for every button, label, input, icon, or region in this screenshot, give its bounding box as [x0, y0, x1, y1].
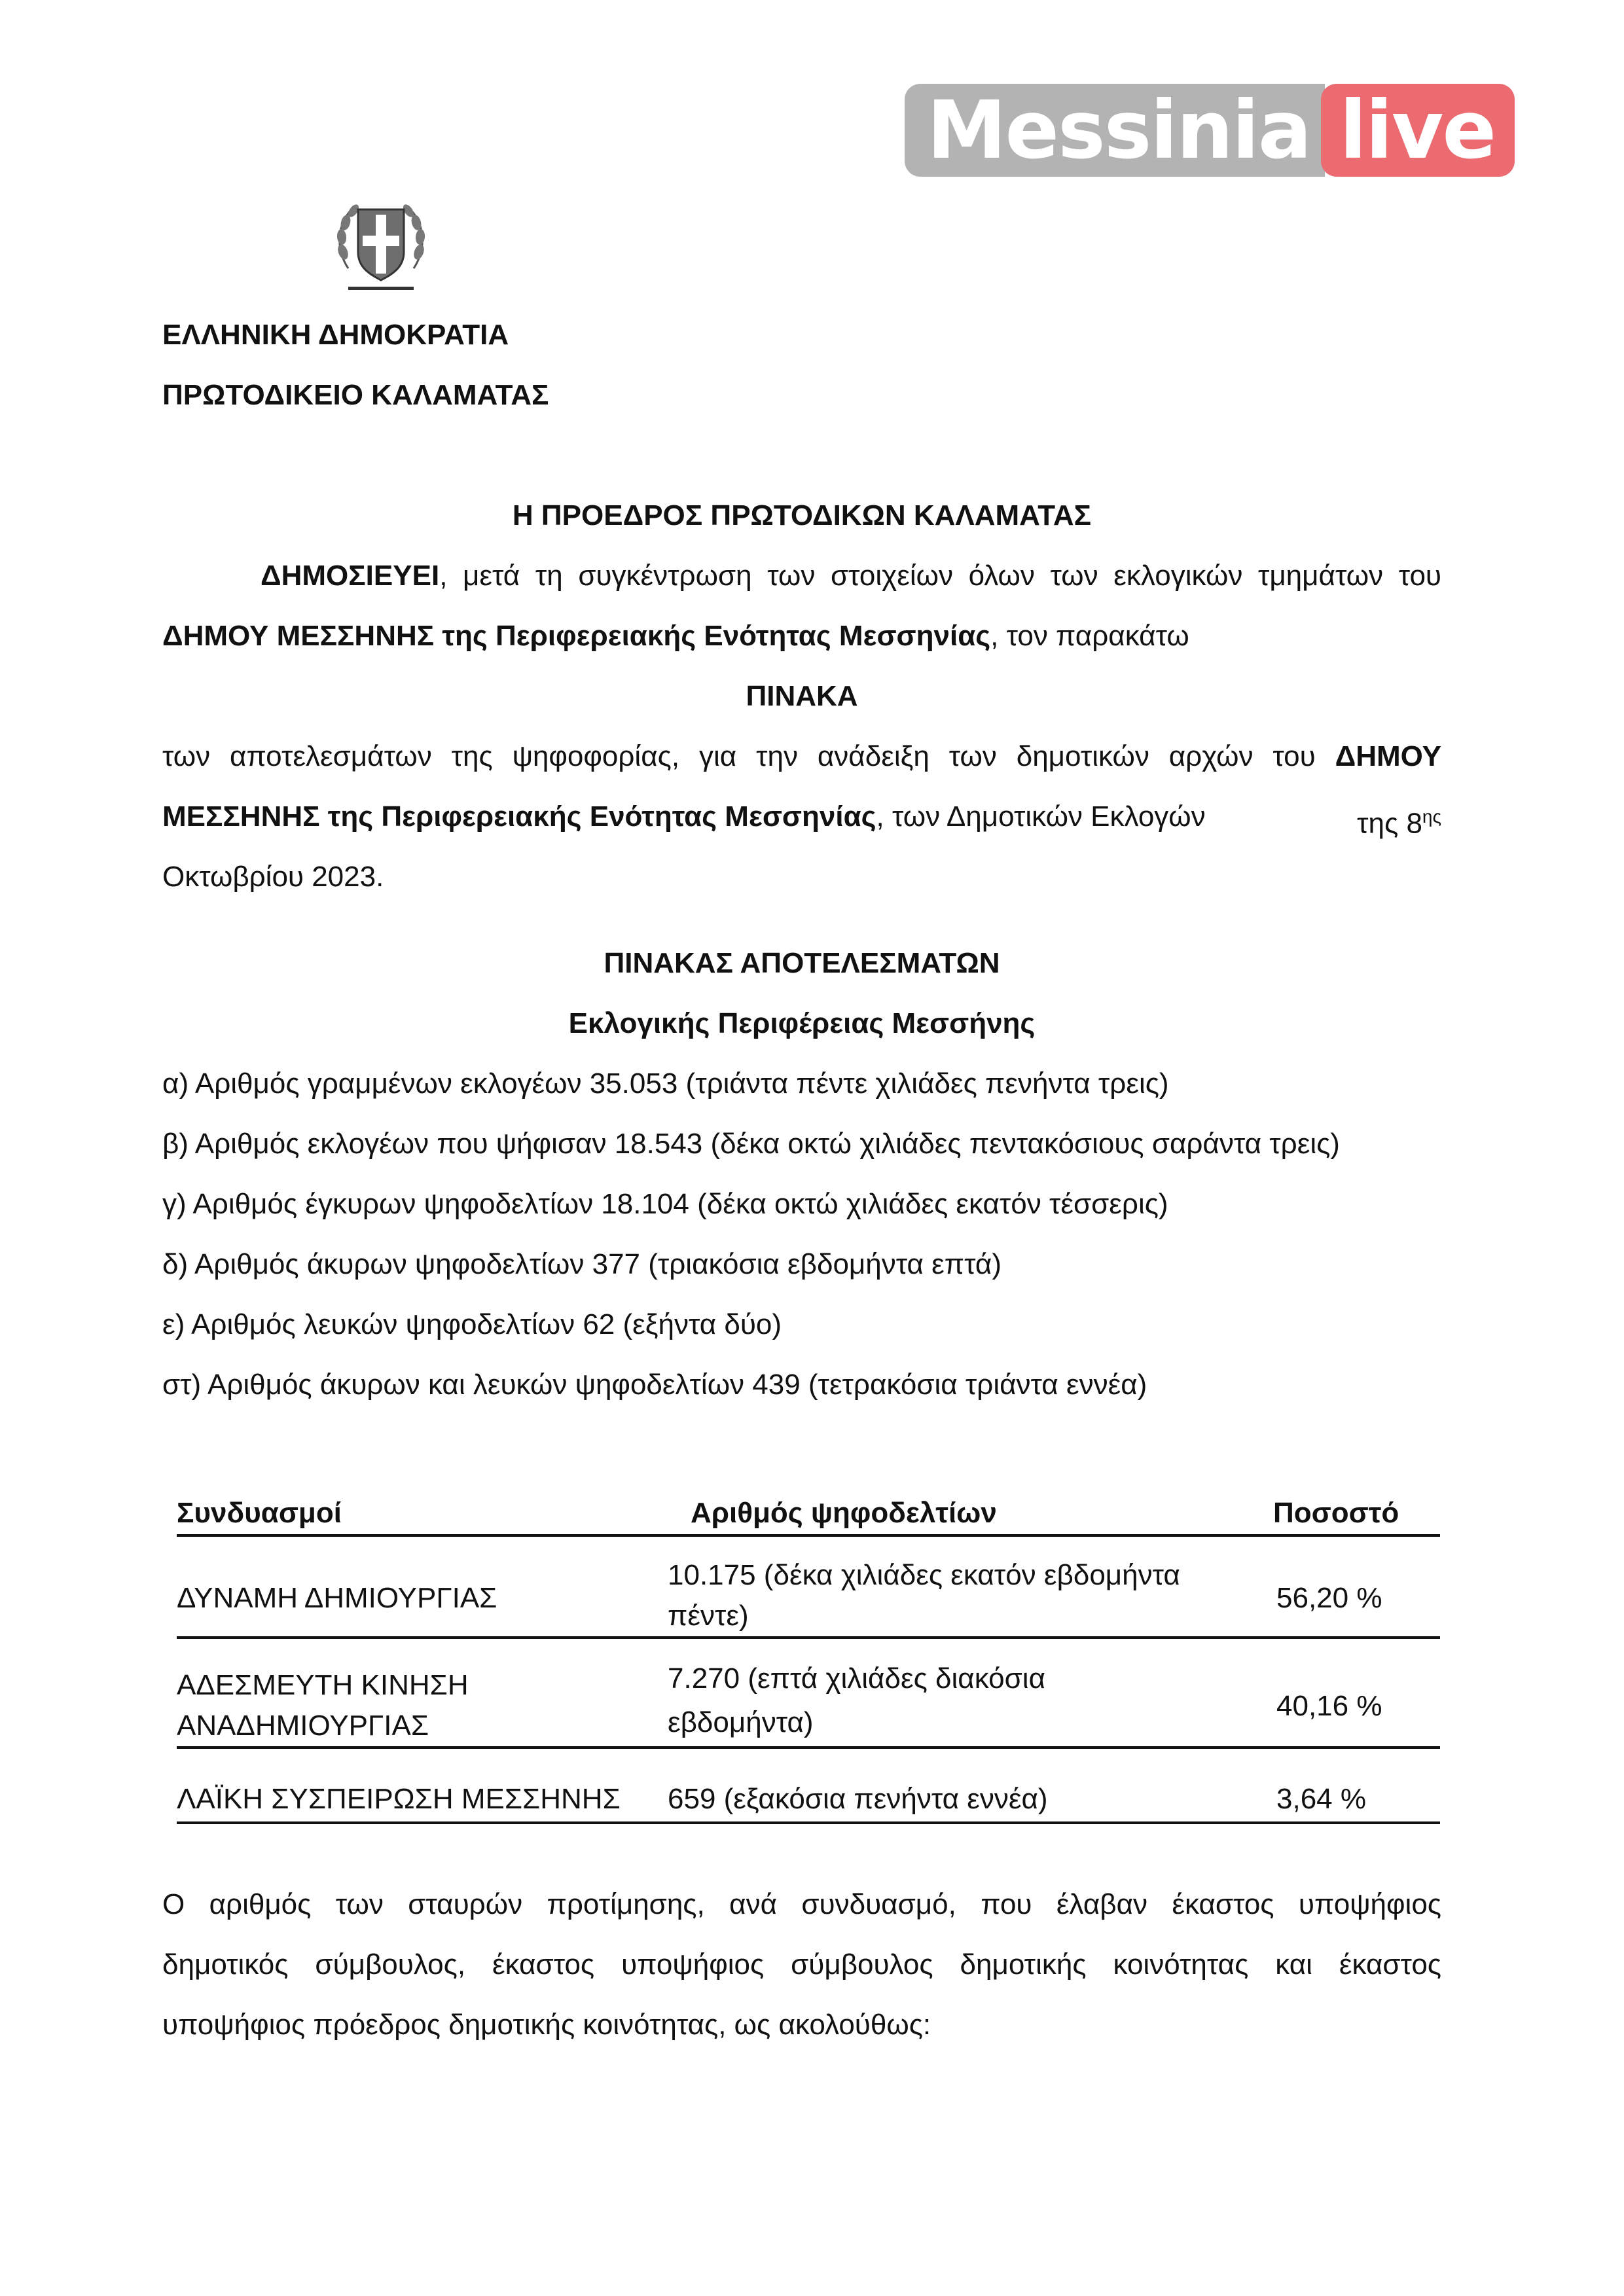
closing-line-1: Ο αριθμός των σταυρών προτίμησης, ανά συνδυασμό, που έλαβαν έκαστος υποψήφιος — [162, 1888, 1441, 1920]
intro-line-2 — [162, 617, 1189, 656]
intro-date-day — [1357, 797, 1441, 844]
logo-text-messinia: Messinia — [905, 84, 1325, 177]
closing-line-3: υποψήφιος πρόεδρος δημοτικής κοινότητας, ως ακολούθως: — [162, 2009, 931, 2041]
intro-line-3-bold: ΔΗΜΟΥ — [1335, 740, 1441, 772]
date-day-text: της 8 — [1357, 807, 1422, 840]
ballots-count-cont: εβδομήντα) — [668, 1706, 814, 1738]
table-rule — [177, 1534, 1440, 1537]
result-item-d: δ) Αριθμός άκυρων ψηφοδελτίων 377 (τριακόσια εβδομήντα επτά) — [162, 1248, 1001, 1280]
closing-line-2: δημοτικός σύμβουλος, έκαστος υποψήφιος σύμβουλος δημοτικής κοινότητας και έκαστος — [162, 1948, 1441, 1981]
percentage: 3,64 % — [1276, 1783, 1366, 1815]
header-republic: ΕΛΛΗΝΙΚΗ ΔΗΜΟΚΡΑΤΙΑ — [162, 319, 509, 351]
municipality-name: ΔΗΜΟΥ ΜΕΣΣΗΝΗΣ της Περιφερειακής Ενότητας Μεσσηνίας — [162, 620, 991, 652]
intro-line-4-text: , των Δημοτικών Εκλογών — [876, 800, 1206, 833]
coalition-name: ΔΥΝΑΜΗ ΔΗΜΙΟΥΡΓΙΑΣ — [177, 1582, 497, 1614]
result-item-a: α) Αριθμός γραμμένων εκλογέων 35.053 (τριάντα πέντε χιλιάδες πενήντα τρεις) — [162, 1067, 1169, 1100]
document-title: Η ΠΡΟΕΔΡΟΣ ΠΡΩΤΟΔΙΚΩΝ ΚΑΛΑΜΑΤΑΣ — [512, 499, 1092, 531]
intro-line-4 — [162, 797, 1441, 840]
intro-line-4-bold: ΜΕΣΣΗΝΗΣ της Περιφερειακής Ενότητας Μεσσηνίας — [162, 800, 876, 833]
coalition-name: ΛΑΪΚΗ ΣΥΣΠΕΙΡΩΣΗ ΜΕΣΣΗΝΗΣ — [177, 1783, 621, 1815]
greek-coat-of-arms-icon — [329, 190, 433, 295]
intro-line-2-text: , τον παρακάτω — [990, 620, 1189, 652]
coalition-name: ΑΔΕΣΜΕΥΤΗ ΚΙΝΗΣΗ — [177, 1669, 469, 1701]
percentage: 56,20 % — [1276, 1582, 1382, 1614]
date-suffix: ης — [1422, 806, 1441, 827]
results-heading: ΠΙΝΑΚΑΣ ΑΠΟΤΕΛΕΣΜΑΤΩΝ — [604, 947, 1000, 979]
column-header-ballots: Αριθμός ψηφοδελτίων — [691, 1497, 997, 1529]
messinia-live-logo — [905, 84, 1515, 177]
ballots-count: 10.175 (δέκα χιλιάδες εκατόν εβδομήντα — [668, 1559, 1180, 1591]
result-item-c: γ) Αριθμός έγκυρων ψηφοδελτίων 18.104 (δέκα οκτώ χιλιάδες εκατόν τέσσερις) — [162, 1188, 1168, 1220]
header-court: ΠΡΩΤΟΔΙΚΕΙΟ ΚΑΛΑΜΑΤΑΣ — [162, 379, 549, 411]
table-rule — [177, 1746, 1440, 1749]
intro-line-1 — [162, 556, 1441, 596]
publishes-word: ΔΗΜΟΣΙΕΥΕΙ — [261, 560, 440, 592]
table-rule — [177, 1636, 1440, 1639]
ballots-count: 659 (εξακόσια πενήντα εννέα) — [668, 1783, 1048, 1815]
intro-line-5: Οκτωβρίου 2023. — [162, 861, 384, 893]
table-rule — [177, 1821, 1440, 1824]
ballots-count: 7.270 (επτά χιλιάδες διακόσια — [668, 1662, 1046, 1695]
ballots-count-cont: πέντε) — [668, 1600, 749, 1632]
table-word: ΠΙΝΑΚΑ — [746, 680, 858, 712]
intro-line-3 — [162, 737, 1441, 776]
result-item-e: ε) Αριθμός λευκών ψηφοδελτίων 62 (εξήντα δύο) — [162, 1308, 782, 1340]
result-item-st: στ) Αριθμός άκυρων και λευκών ψηφοδελτίων 439 (τετρακόσια τριάντα εννέα) — [162, 1369, 1147, 1401]
logo-text-live: live — [1321, 84, 1515, 177]
coalition-name-cont: ΑΝΑΔΗΜΙΟΥΡΓΙΑΣ — [177, 1710, 429, 1742]
intro-line-3-text: των αποτελεσμάτων της ψηφοφορίας, για την ανάδειξη των δημοτικών αρχών του — [162, 740, 1316, 772]
column-header-coalitions: Συνδυασμοί — [177, 1497, 342, 1529]
results-subheading: Εκλογικής Περιφέρειας Μεσσήνης — [568, 1007, 1036, 1039]
percentage: 40,16 % — [1276, 1690, 1382, 1722]
result-item-b: β) Αριθμός εκλογέων που ψήφισαν 18.543 (δέκα οκτώ χιλιάδες πεντακόσιους σαράντα τρεις) — [162, 1128, 1340, 1160]
column-header-percentage: Ποσοστό — [1273, 1497, 1399, 1529]
intro-line-1-text: , μετά τη συγκέντρωση των στοιχείων όλων των εκλογικών τμημάτων του — [439, 560, 1441, 592]
